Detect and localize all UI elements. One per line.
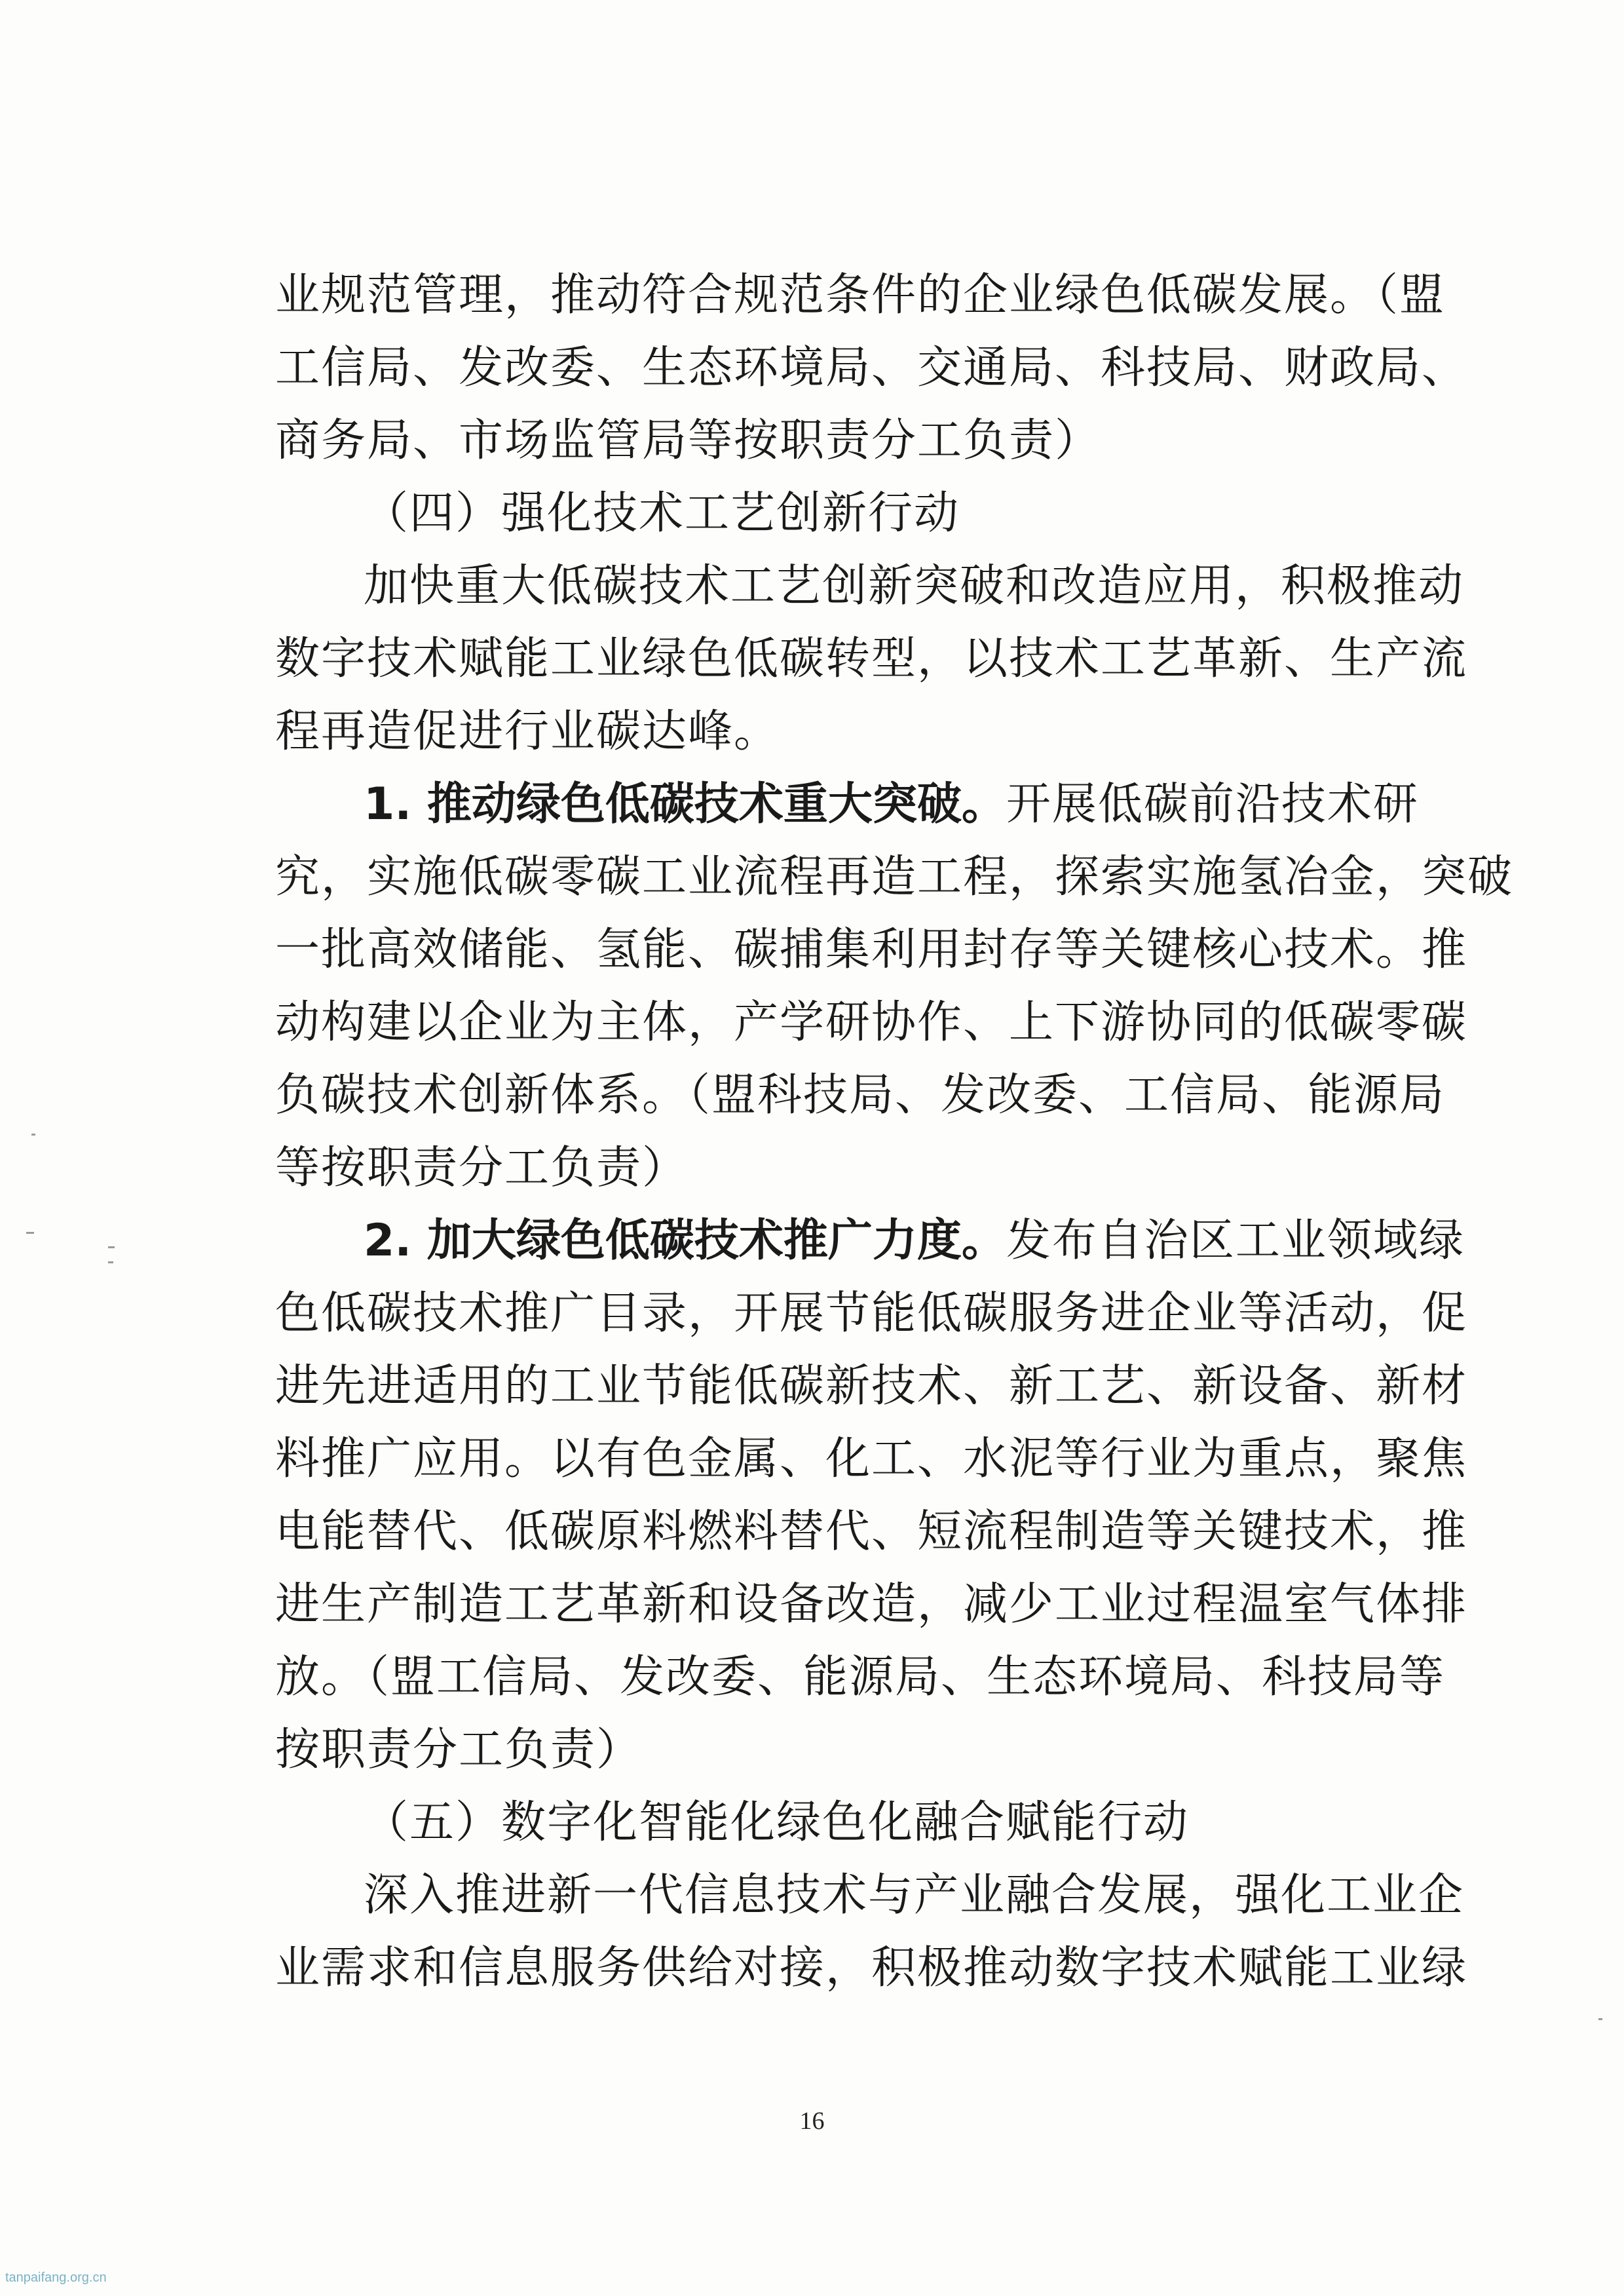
body-line: 电能替代、低碳原料燃料替代、短流程制造等关键技术，推	[275, 1506, 1468, 1558]
body-line: 负碳技术创新体系。（盟科技局、发改委、工信局、能源局	[275, 1069, 1446, 1121]
item-heading: 1. 推动绿色低碳技术重大突破。	[364, 778, 1006, 830]
body-text: 发布自治区工业领域绿	[1006, 1215, 1465, 1267]
scan-speck	[26, 1232, 34, 1234]
body-line: 放。（盟工信局、发改委、能源局、生态环境局、科技局等	[275, 1651, 1446, 1703]
section-heading: （五）数字化智能化绿色化融合赋能行动	[364, 1797, 1190, 1848]
paragraph-first-line: 深入推进新一代信息技术与产业融合发展，强化工业企	[364, 1869, 1465, 1921]
item-heading: 2. 加大绿色低碳技术推广力度。	[364, 1215, 1006, 1267]
paragraph-first-line: 加快重大低碳技术工艺创新突破和改造应用，积极推动	[364, 560, 1465, 612]
scan-speck	[31, 1134, 35, 1136]
body-line: 一批高效储能、氢能、碳捕集利用封存等关键核心技术。推	[275, 924, 1468, 976]
paragraph-first-line	[275, 768, 1419, 841]
scan-speck	[108, 1246, 115, 1248]
page-number: 16	[799, 2107, 825, 2135]
body-line: 工信局、发改委、生态环境局、交通局、科技局、财政局、	[275, 342, 1468, 394]
body-line: 进生产制造工艺革新和设备改造，减少工业过程温室气体排	[275, 1578, 1468, 1630]
section-heading: （四）强化技术工艺创新行动	[364, 488, 960, 539]
body-line: 进先进适用的工业节能低碳新技术、新工艺、新设备、新材	[275, 1360, 1468, 1412]
body-line: 料推广应用。以有色金属、化工、水泥等行业为重点，聚焦	[275, 1433, 1468, 1485]
body-line: 按职责分工负责）	[275, 1724, 643, 1776]
paragraph-first-line	[275, 1204, 1465, 1277]
body-text: 开展低碳前沿技术研	[1006, 778, 1419, 830]
watermark-text: tanpaifang.org.cn	[5, 2270, 107, 2285]
body-line: 究，实施低碳零碳工业流程再造工程，探索实施氢冶金，突破	[275, 851, 1514, 903]
body-line: 数字技术赋能工业绿色低碳转型，以技术工艺革新、生产流	[275, 633, 1468, 685]
body-line: 程再造促进行业碳达峰。	[275, 706, 780, 757]
body-line: 业需求和信息服务供给对接，积极推动数字技术赋能工业绿	[275, 1942, 1468, 1994]
document-body	[275, 259, 1514, 2004]
body-line: 业规范管理，推动符合规范条件的企业绿色低碳发展。（盟	[275, 269, 1446, 321]
scan-speck	[108, 1261, 113, 1263]
body-line: 动构建以企业为主体，产学研协作、上下游协同的低碳零碳	[275, 997, 1468, 1048]
body-line: 等按职责分工负责）	[275, 1142, 689, 1194]
body-line: 色低碳技术推广目录，开展节能低碳服务进企业等活动，促	[275, 1288, 1468, 1339]
body-line: 商务局、市场监管局等按职责分工负责）	[275, 415, 1101, 467]
scan-speck	[1598, 2018, 1602, 2020]
